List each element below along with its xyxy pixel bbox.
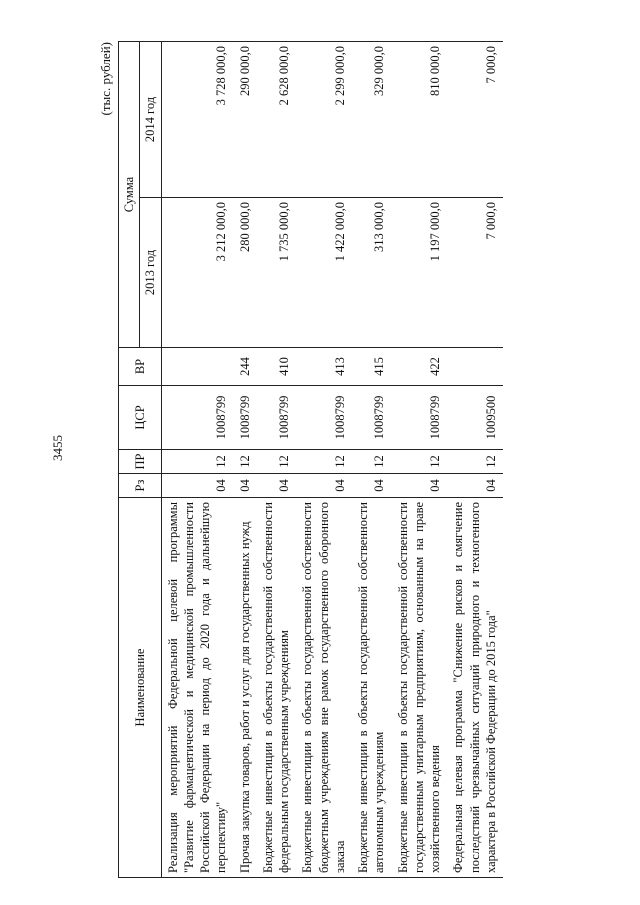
- row-name: Прочая закупка товаров, работ и услуг для государственных нужд: [234, 498, 257, 878]
- row-pr: 12: [234, 450, 257, 474]
- row-sum-2014: 3 728 000,0: [161, 42, 234, 198]
- row-rz: 04: [352, 474, 392, 498]
- row-csr: 1008799: [296, 386, 352, 450]
- header-vr: ВР: [119, 348, 162, 386]
- row-csr: 1008799: [352, 386, 392, 450]
- header-year-2013: 2013 год: [140, 198, 161, 348]
- row-vr: 422: [392, 348, 448, 386]
- table-row: [352, 42, 392, 878]
- row-sum-2013: 280 000,0: [234, 198, 257, 348]
- row-sum-2014: 7 000,0: [447, 42, 503, 198]
- row-sum-2014: 290 000,0: [234, 42, 257, 198]
- row-pr: 12: [392, 450, 448, 474]
- row-pr: 12: [161, 450, 234, 474]
- row-vr: 415: [352, 348, 392, 386]
- page-number: 3455: [50, 435, 65, 461]
- row-pr: 12: [352, 450, 392, 474]
- row-name: Бюджетные инвестиции в объекты государственной собственности автономным учреждениям: [352, 498, 392, 878]
- row-sum-2014: 329 000,0: [352, 42, 392, 198]
- table-body: [161, 42, 503, 878]
- row-csr: 1008799: [257, 386, 297, 450]
- row-rz: 04: [392, 474, 448, 498]
- row-vr: [161, 348, 234, 386]
- table-row: [161, 42, 234, 878]
- row-rz: 04: [161, 474, 234, 498]
- row-pr: 12: [296, 450, 352, 474]
- row-name: Бюджетные инвестиции в объекты государственной собственности государственным унитарным предприятиям, основанным на праве хозяйственного ведения: [392, 498, 448, 878]
- header-sum: Сумма: [119, 42, 140, 348]
- row-name: Бюджетные инвестиции в объекты государственной собственности бюджетным учреждениям вне рамок государственного оборонного заказа: [296, 498, 352, 878]
- row-csr: 1008799: [392, 386, 448, 450]
- table-row: [296, 42, 352, 878]
- row-sum-2013: 1 422 000,0: [296, 198, 352, 348]
- row-pr: 12: [257, 450, 297, 474]
- row-vr: 413: [296, 348, 352, 386]
- row-sum-2013: 1 735 000,0: [257, 198, 297, 348]
- table-row: [234, 42, 257, 878]
- row-vr: 410: [257, 348, 297, 386]
- row-rz: 04: [447, 474, 503, 498]
- row-name: Федеральная целевая программа "Снижение рисков и смягчение последствий чрезвычайных ситуаций природного и техногенного характера в Российской Федерации до 2015 года": [447, 498, 503, 878]
- table-row: [257, 42, 297, 878]
- row-csr: 1008799: [234, 386, 257, 450]
- row-sum-2013: 313 000,0: [352, 198, 392, 348]
- row-sum-2013: 3 212 000,0: [161, 198, 234, 348]
- row-vr: [447, 348, 503, 386]
- header-csr: ЦСР: [119, 386, 162, 450]
- header-pr: ПР: [119, 450, 162, 474]
- row-name: Реализация мероприятий Федеральной целевой программы "Развитие фармацевтической и медицинской промышленности Российской Федерации на период до 2020 года и дальнейшую перспективу": [161, 498, 234, 878]
- header-year-2014: 2014 год: [140, 42, 161, 198]
- row-rz: 04: [234, 474, 257, 498]
- row-name: Бюджетные инвестиции в объекты государственной собственности федеральным государственным учреждениям: [257, 498, 297, 878]
- header-rz: Рз: [119, 474, 162, 498]
- units-label: (тыс. рублей): [98, 42, 113, 116]
- row-csr: 1009500: [447, 386, 503, 450]
- row-sum-2014: 2 628 000,0: [257, 42, 297, 198]
- header-row-top: [119, 42, 140, 878]
- row-rz: 04: [257, 474, 297, 498]
- row-sum-2014: 2 299 000,0: [296, 42, 352, 198]
- header-name: Наименование: [119, 498, 162, 878]
- row-vr: 244: [234, 348, 257, 386]
- table-row: [447, 42, 503, 878]
- row-sum-2014: 810 000,0: [392, 42, 448, 198]
- row-sum-2013: 7 000,0: [447, 198, 503, 348]
- row-csr: 1008799: [161, 386, 234, 450]
- row-pr: 12: [447, 450, 503, 474]
- row-rz: 04: [296, 474, 352, 498]
- budget-table: [118, 41, 503, 878]
- table-row: [392, 42, 448, 878]
- row-sum-2013: 1 197 000,0: [392, 198, 448, 348]
- budget-sheet: [90, 30, 640, 890]
